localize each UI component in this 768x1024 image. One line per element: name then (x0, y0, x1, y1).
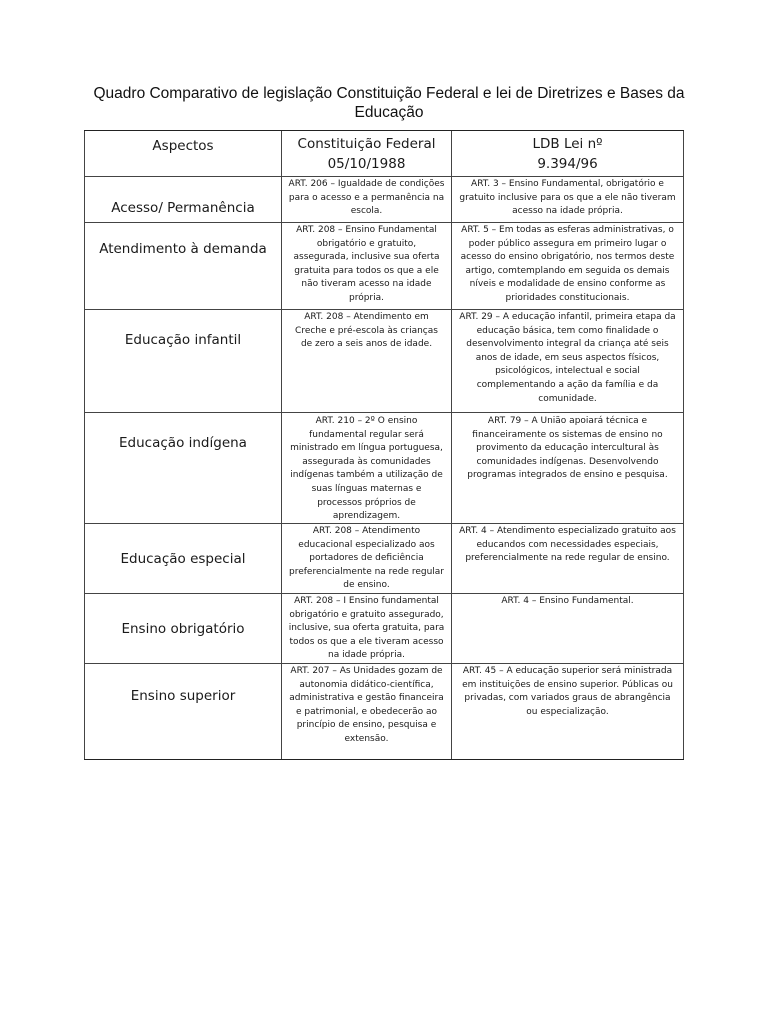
comparison-table (84, 130, 684, 760)
header-aspects (84, 131, 281, 176)
aspect-cell (84, 413, 281, 523)
aspect-label: Ensino obrigatório (121, 620, 245, 637)
aspect-label: Atendimento à demanda (99, 241, 267, 257)
table-row (84, 663, 684, 759)
aspect-cell (84, 664, 281, 759)
cf-cell: ART. 210 – 2º O ensino fundamental regular será ministrado em língua portuguesa, assegurada às comunidades indígenas também a utilização de suas línguas maternas e processos próprios de aprendizagem. (281, 413, 451, 523)
aspect-label: Educação especial (120, 550, 246, 567)
table-row (84, 523, 684, 593)
header-cf-date: 05/10/1988 (327, 155, 406, 172)
table-row (84, 412, 684, 523)
table-row (84, 222, 684, 309)
ldb-cell: ART. 4 – Ensino Fundamental. (451, 594, 684, 663)
table-header-row (84, 131, 684, 176)
ldb-cell: ART. 29 – A educação infantil, primeira etapa da educação básica, tem como finalidade o desenvolvimento integral da criança até seis anos de idade, em seus aspectos físicos, psicológicos, intelectual e social complementando a ação da família e da comunidade. (451, 310, 684, 412)
table-row (84, 309, 684, 412)
header-ldb-title: LDB Lei nº (532, 135, 603, 152)
aspect-cell (84, 177, 281, 222)
page-title: Quadro Comparativo de legislação Constituição Federal e lei de Diretrizes e Bases da Educação (93, 85, 685, 121)
cf-cell: ART. 208 – Atendimento em Creche e pré-escola às crianças de zero a seis anos de idade. (281, 310, 451, 412)
aspect-label: Educação infantil (124, 332, 242, 348)
header-constituicao-federal (281, 131, 451, 176)
aspect-cell (84, 310, 281, 412)
aspect-cell (84, 223, 281, 309)
cf-cell: ART. 207 – As Unidades gozam de autonomia didático-científica, administrativa e gestão financeira e patrimonial, e obedecerão ao princípio de ensino, pesquisa e extensão. (281, 664, 451, 759)
cf-cell: ART. 208 – I Ensino fundamental obrigatório e gratuito assegurado, inclusive, sua oferta gratuita, para todos os que a ele tiveram acesso na idade própria. (281, 594, 451, 663)
header-aspects-label: Aspectos (152, 138, 214, 154)
cf-cell: ART. 208 – Atendimento educacional especializado aos portadores de deficiência preferencialmente na rede regular de ensino. (281, 524, 451, 593)
ldb-cell: ART. 45 – A educação superior será ministrada em instituições de ensino superior. Públicas ou privadas, com variados graus de abrangência ou especialização. (451, 664, 684, 759)
aspect-cell (84, 524, 281, 593)
header-cf-title: Constituição Federal (297, 135, 436, 152)
cf-cell: ART. 206 – Igualdade de condições para o acesso e a permanência na escola. (281, 177, 451, 222)
ldb-cell: ART. 79 – A União apoiará técnica e financeiramente os sistemas de ensino no provimento da educação intercultural às comunidades indígenas. Desenvolvendo programas integrados de ensino e pesquisa. (451, 413, 684, 523)
aspect-cell (84, 594, 281, 663)
aspect-label: Acesso/ Permanência (111, 200, 255, 216)
aspect-label: Educação indígena (119, 435, 247, 451)
aspect-label: Ensino superior (130, 688, 236, 704)
cf-cell: ART. 208 – Ensino Fundamental obrigatório e gratuito, assegurada, inclusive sua oferta gratuita para todos os que a ele não tiveram acesso na idade própria. (281, 223, 451, 309)
header-ldb (451, 131, 684, 176)
ldb-cell: ART. 4 – Atendimento especializado gratuito aos educandos com necessidades especiais, preferencialmente na rede regular de ensino. (451, 524, 684, 593)
header-ldb-number: 9.394/96 (537, 155, 598, 172)
table-row (84, 176, 684, 222)
ldb-cell: ART. 3 – Ensino Fundamental, obrigatório e gratuito inclusive para os que a ele não tiveram acesso na idade própria. (451, 177, 684, 222)
table-row (84, 593, 684, 663)
ldb-cell: ART. 5 – Em todas as esferas administrativas, o poder público assegura em primeiro lugar o acesso do ensino obrigatório, nos termos deste artigo, comtemplando em seguida os demais níveis e modalidade de ensino conforme as prioridades constitucionais. (451, 223, 684, 309)
